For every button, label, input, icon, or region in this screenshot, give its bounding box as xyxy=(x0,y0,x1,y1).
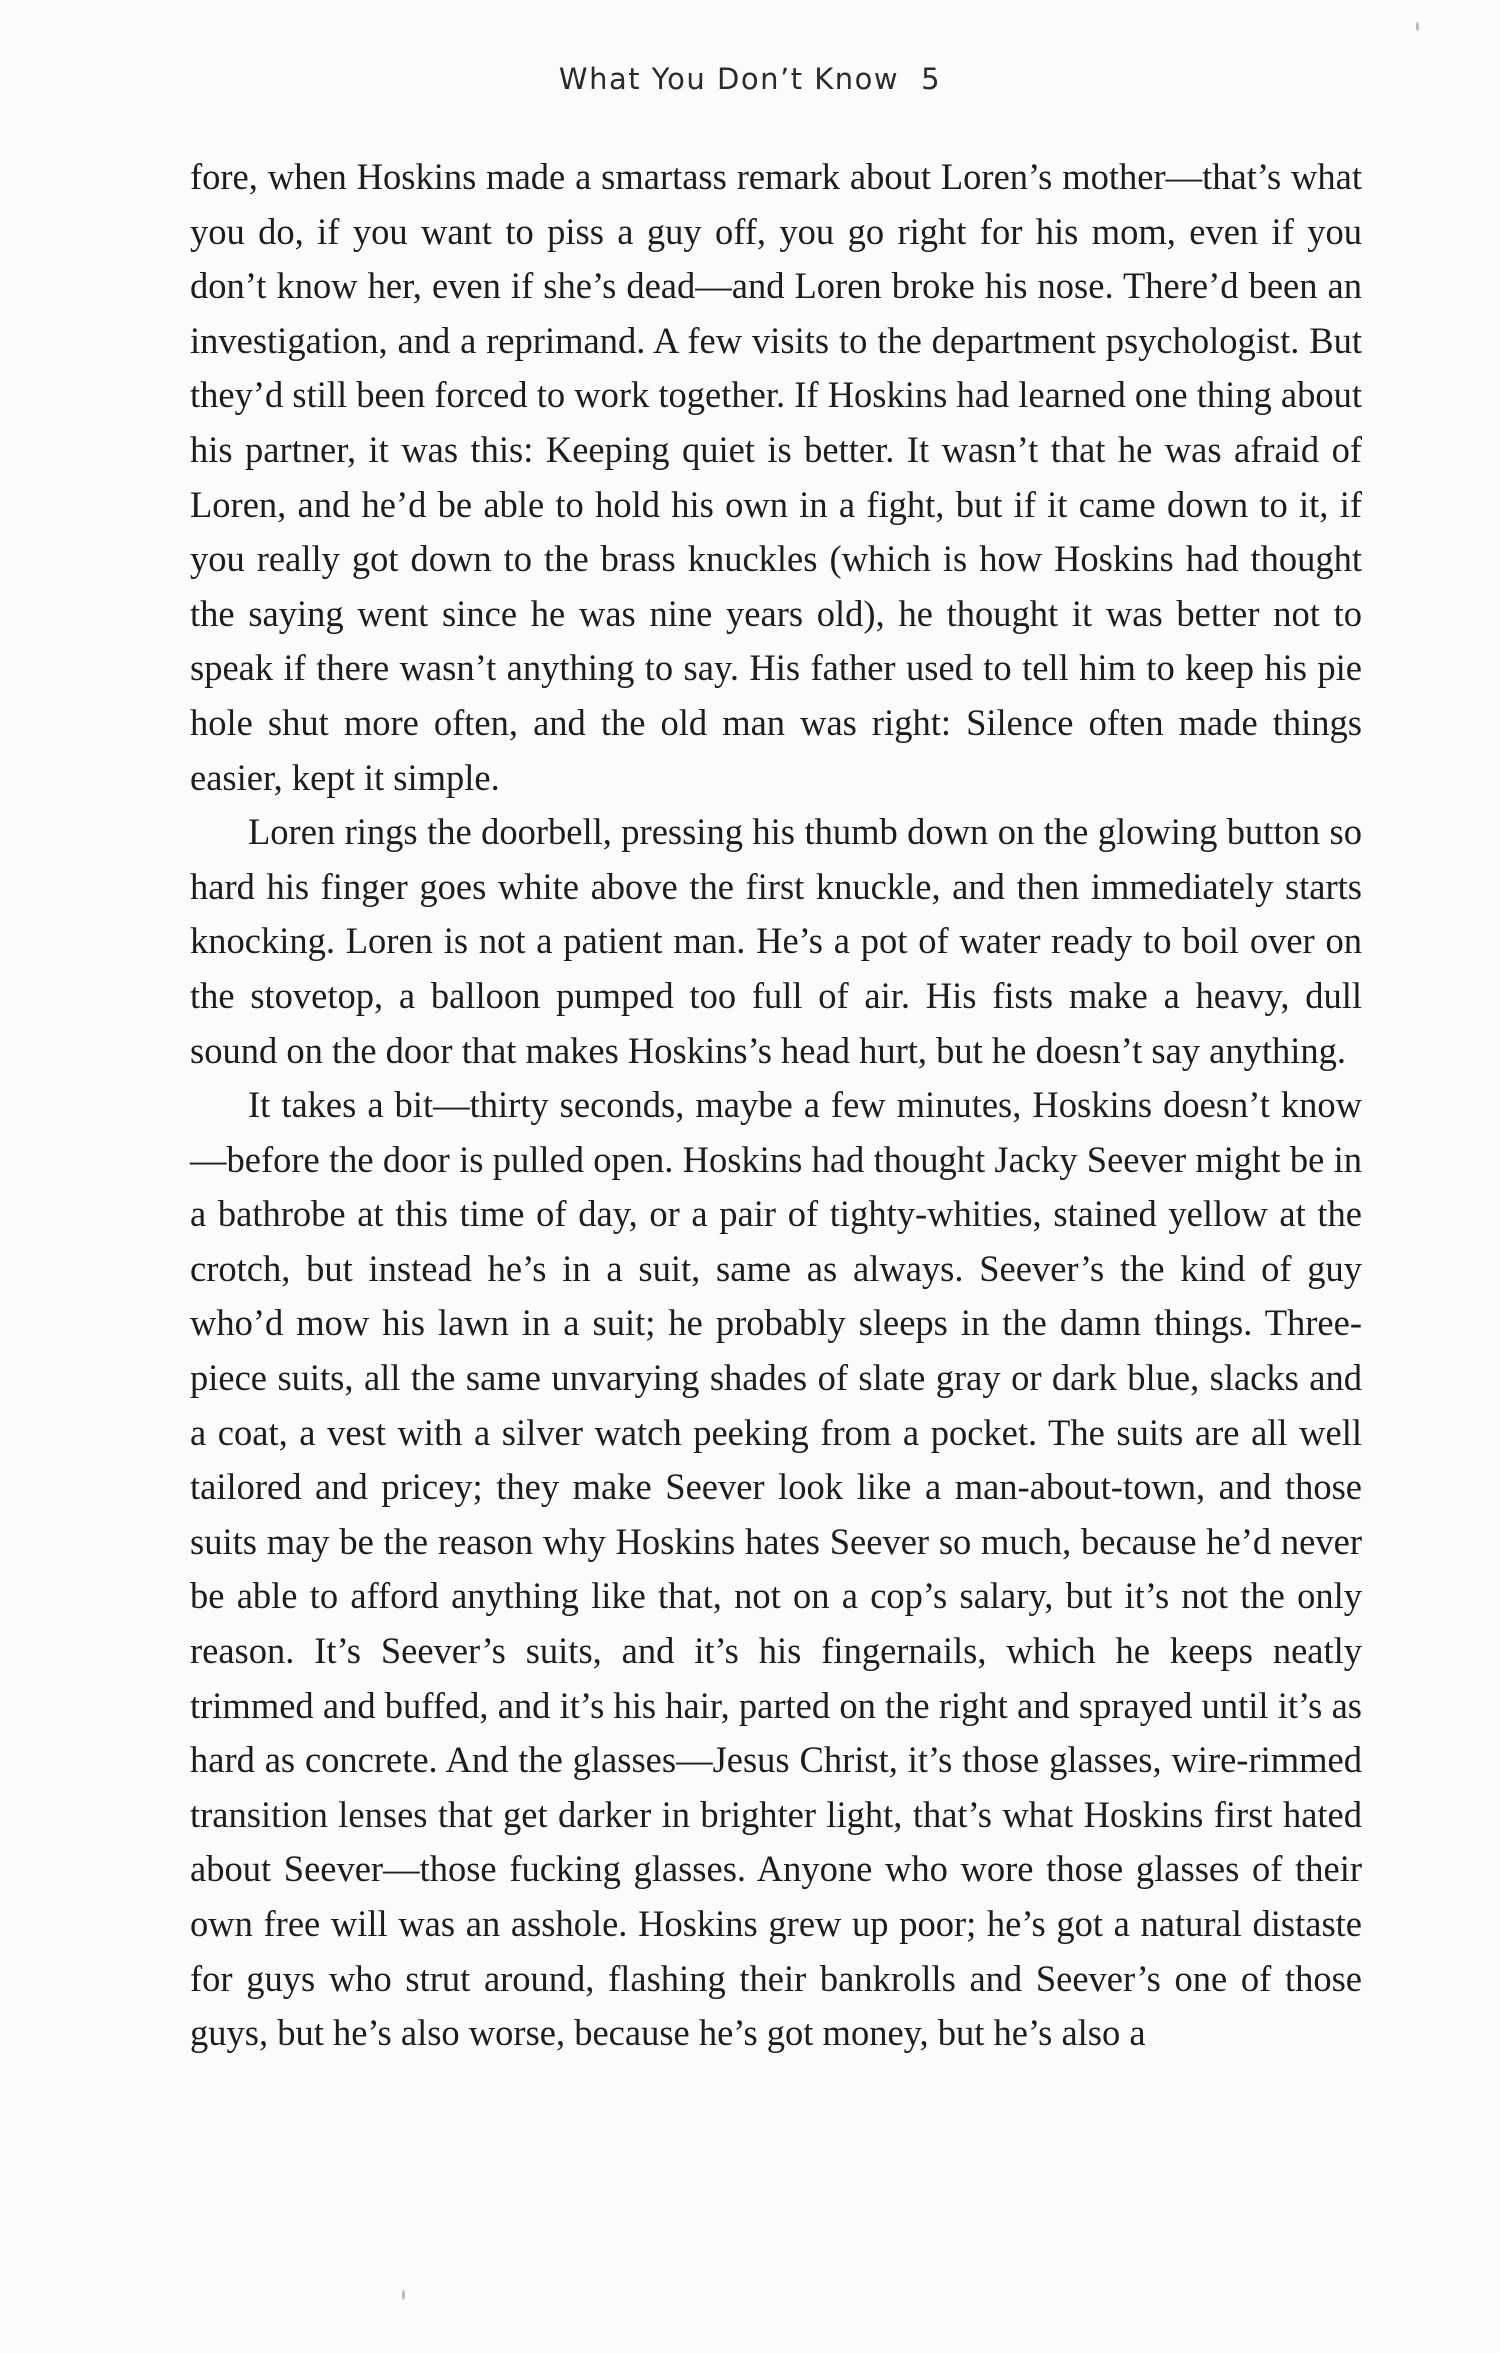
running-head xyxy=(0,62,1500,96)
scan-speck xyxy=(402,2290,405,2300)
paragraph-3: It takes a bit—thirty seconds, maybe a few minutes, Hoskins doesn’t know—before the door is pulled open. Hoskins had thought Jacky Seever might be in a bathrobe at this time of day, or a pair of tighty-whities, stained yellow at the crotch, but instead he’s in a suit, same as always. Seever’s the kind of guy who’d mow his lawn in a suit; he probably sleeps in the damn things. Three-piece suits, all the same unvarying shades of slate gray or dark blue, slacks and a coat, a vest with a silver watch peeking from a pocket. The suits are all well tailored and pricey; they make Seever look like a man-about-town, and those suits may be the reason why Hoskins hates Seever so much, because he’d never be able to afford anything like that, not on a cop’s salary, but it’s not the only reason. It’s Seever’s suits, and it’s his fingernails, which he keeps neatly trimmed and buffed, and it’s his hair, parted on the right and sprayed until it’s as hard as concrete. And the glasses—Jesus Christ, it’s those glasses, wire-rimmed transition lenses that get darker in brighter light, that’s what Hoskins first hated about Seever—those fucking glasses. Anyone who wore those glasses of their own free will was an asshole. Hoskins grew up poor; he’s got a natural distaste for guys who strut around, flashing their bankrolls and Seever’s one of those guys, but he’s also worse, because he’s got money, but he’s also a xyxy=(190,1084,1362,2054)
page-number: 5 xyxy=(921,62,942,96)
paragraph-2: Loren rings the doorbell, pressing his thumb down on the glowing button so hard his finger goes white above the first knuckle, and then immediately starts knocking. Loren is not a patient man. He’s a pot of water ready to boil over on the stovetop, a balloon pumped too full of air. His fists make a heavy, dull sound on the door that makes Hoskins’s head hurt, but he doesn’t say anything. xyxy=(190,811,1362,1071)
paragraph-1: fore, when Hoskins made a smartass remark about Loren’s mother—that’s what you do, if you want to piss a guy off, you go right for his mom, even if you don’t know her, even if she’s dead—and Loren broke his nose. There’d been an investigation, and a reprimand. A few visits to the department psychologist. But they’d still been forced to work together. If Hoskins had learned one thing about his partner, it was this: Keeping quiet is better. It wasn’t that he was afraid of Loren, and he’d be able to hold his own in a fight, but if it came down to it, if you really got down to the brass knuckles (which is how Hoskins had thought the saying went since he was nine years old), he thought it was better not to speak if there wasn’t anything to say. His father used to tell him to keep his pie hole shut more often, and the old man was right: Silence often made things easier, kept it simple. xyxy=(190,156,1362,798)
running-title: What You Don’t Know xyxy=(558,62,900,96)
scan-speck xyxy=(1416,22,1419,31)
body-text xyxy=(190,150,1362,2061)
